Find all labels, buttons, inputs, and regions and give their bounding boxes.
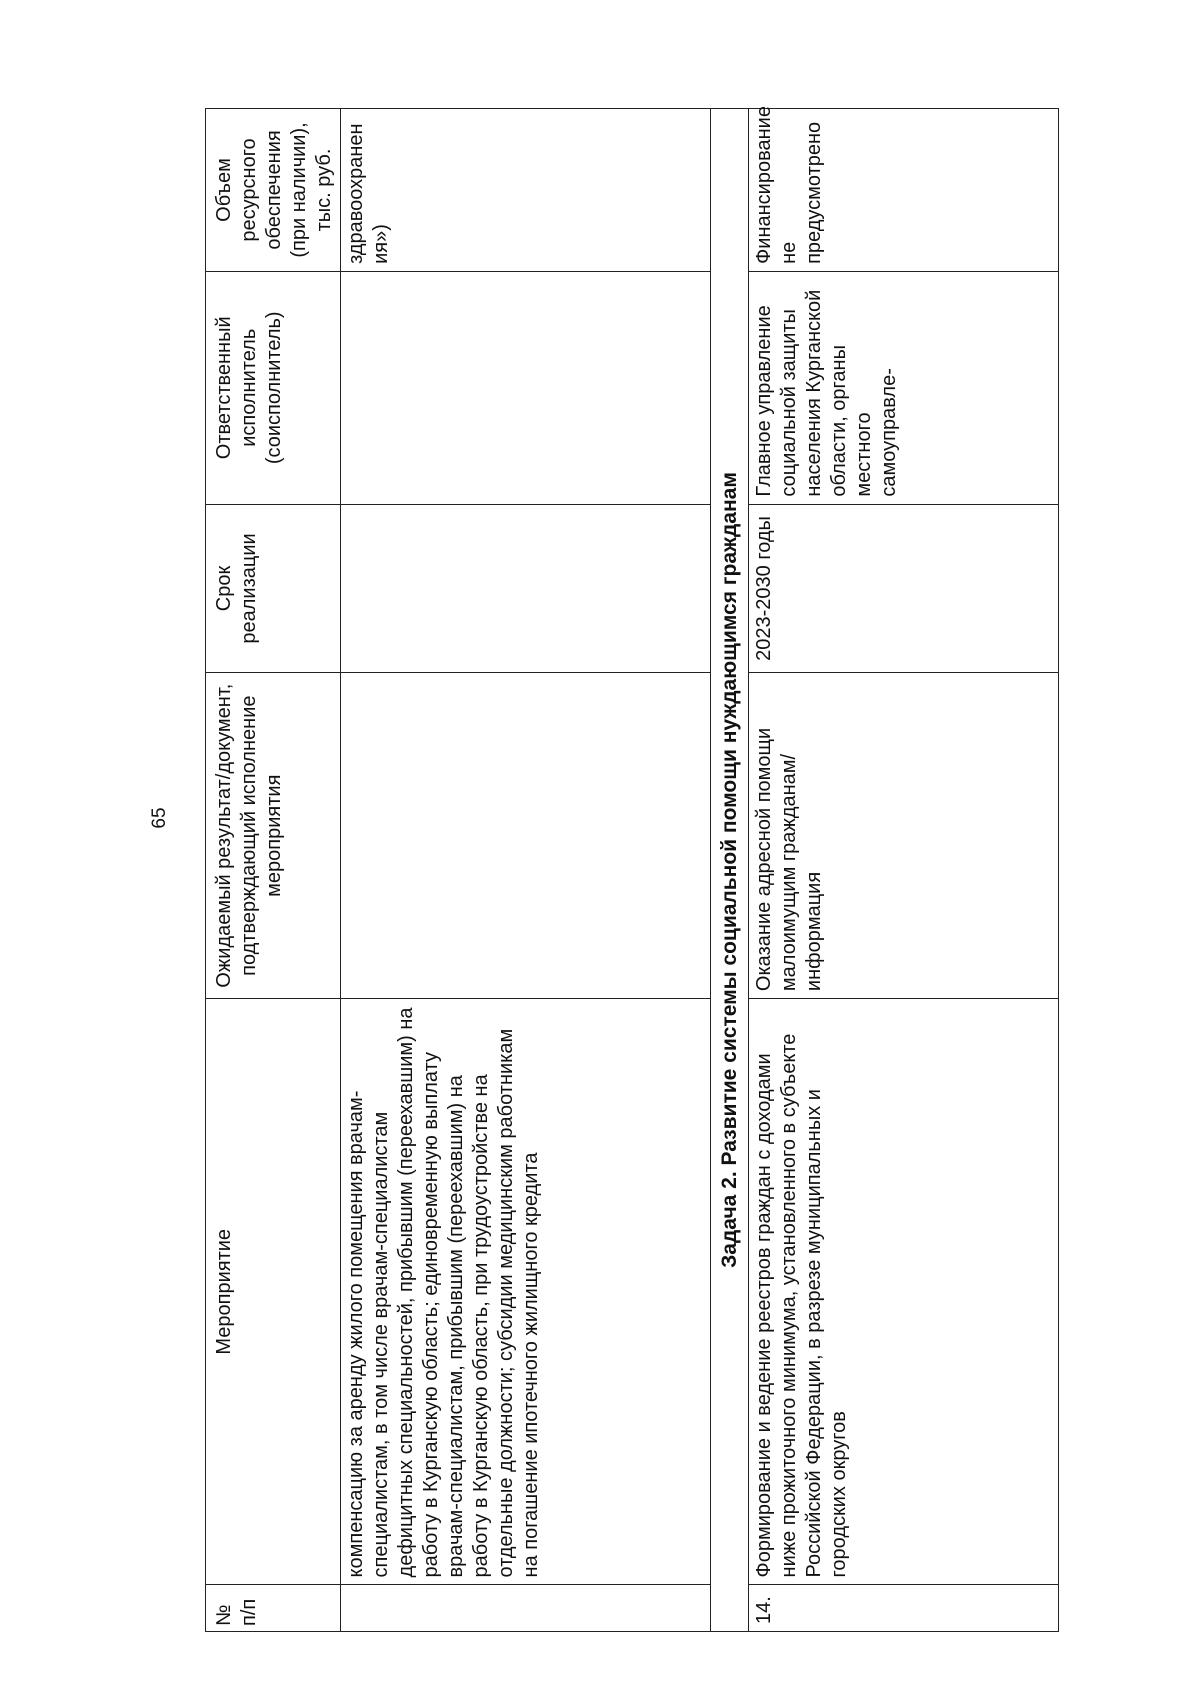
cell-funding: Финансирование не предусмотрено bbox=[749, 109, 1059, 272]
cell-event: компенсацию за аренду жилого помещения врачам-специалистам, в том числе врачам-специалистам дефицитных специальностей, прибывшим (переехавшим) на работу в Курганскую область; единовременную выплату врачам-специалистам, прибывшим (переехавшим) на работу в Курганскую область, при трудоустройстве на отдельные должности; субсидии медицинским работникам на погашение ипотечного жилищного кредита bbox=[341, 999, 711, 1585]
table-row bbox=[749, 109, 1059, 1632]
cell-result: Оказание адресной помощи малоимущим гражданам/ информация bbox=[749, 673, 1059, 999]
header-term: Срок реализации bbox=[206, 504, 341, 673]
cell-num: 14. bbox=[749, 1585, 1059, 1632]
header-result: Ожидаемый результат/документ, подтверждающий исполнение мероприятия bbox=[206, 673, 341, 999]
rotated-table-wrapper bbox=[205, 108, 1052, 1632]
cell-executor bbox=[341, 271, 711, 504]
cell-event: Формирование и ведение реестров граждан с доходами ниже прожиточного минимума, установленного в субъекте Российской Федерации, в разрезе муниципальных и городских округов bbox=[749, 999, 1059, 1585]
cell-result bbox=[341, 673, 711, 999]
cell-num bbox=[341, 1585, 711, 1632]
cell-executor: Главное управление социальной защиты населения Курганской области, органы местного самоуправле- bbox=[749, 271, 1059, 504]
cell-term: 2023-2030 годы bbox=[749, 504, 1059, 673]
task-title: Задача 2. Развитие системы социальной помощи нуждающимся гражданам bbox=[711, 109, 749, 1632]
cell-term bbox=[341, 504, 711, 673]
header-num: № п/п bbox=[206, 1585, 341, 1632]
header-funding: Объем ресурсного обеспечения (при наличии), тыс. руб. bbox=[206, 109, 341, 272]
measures-table bbox=[205, 108, 1059, 1632]
task-row bbox=[711, 109, 749, 1632]
table-header-row bbox=[206, 109, 341, 1632]
table-row bbox=[341, 109, 711, 1632]
cell-funding: здравоохранения») bbox=[341, 109, 711, 272]
header-executor: Ответственный исполнитель (соисполнитель) bbox=[206, 271, 341, 504]
page-number: 65 bbox=[149, 807, 170, 829]
header-event: Мероприятие bbox=[206, 999, 341, 1585]
